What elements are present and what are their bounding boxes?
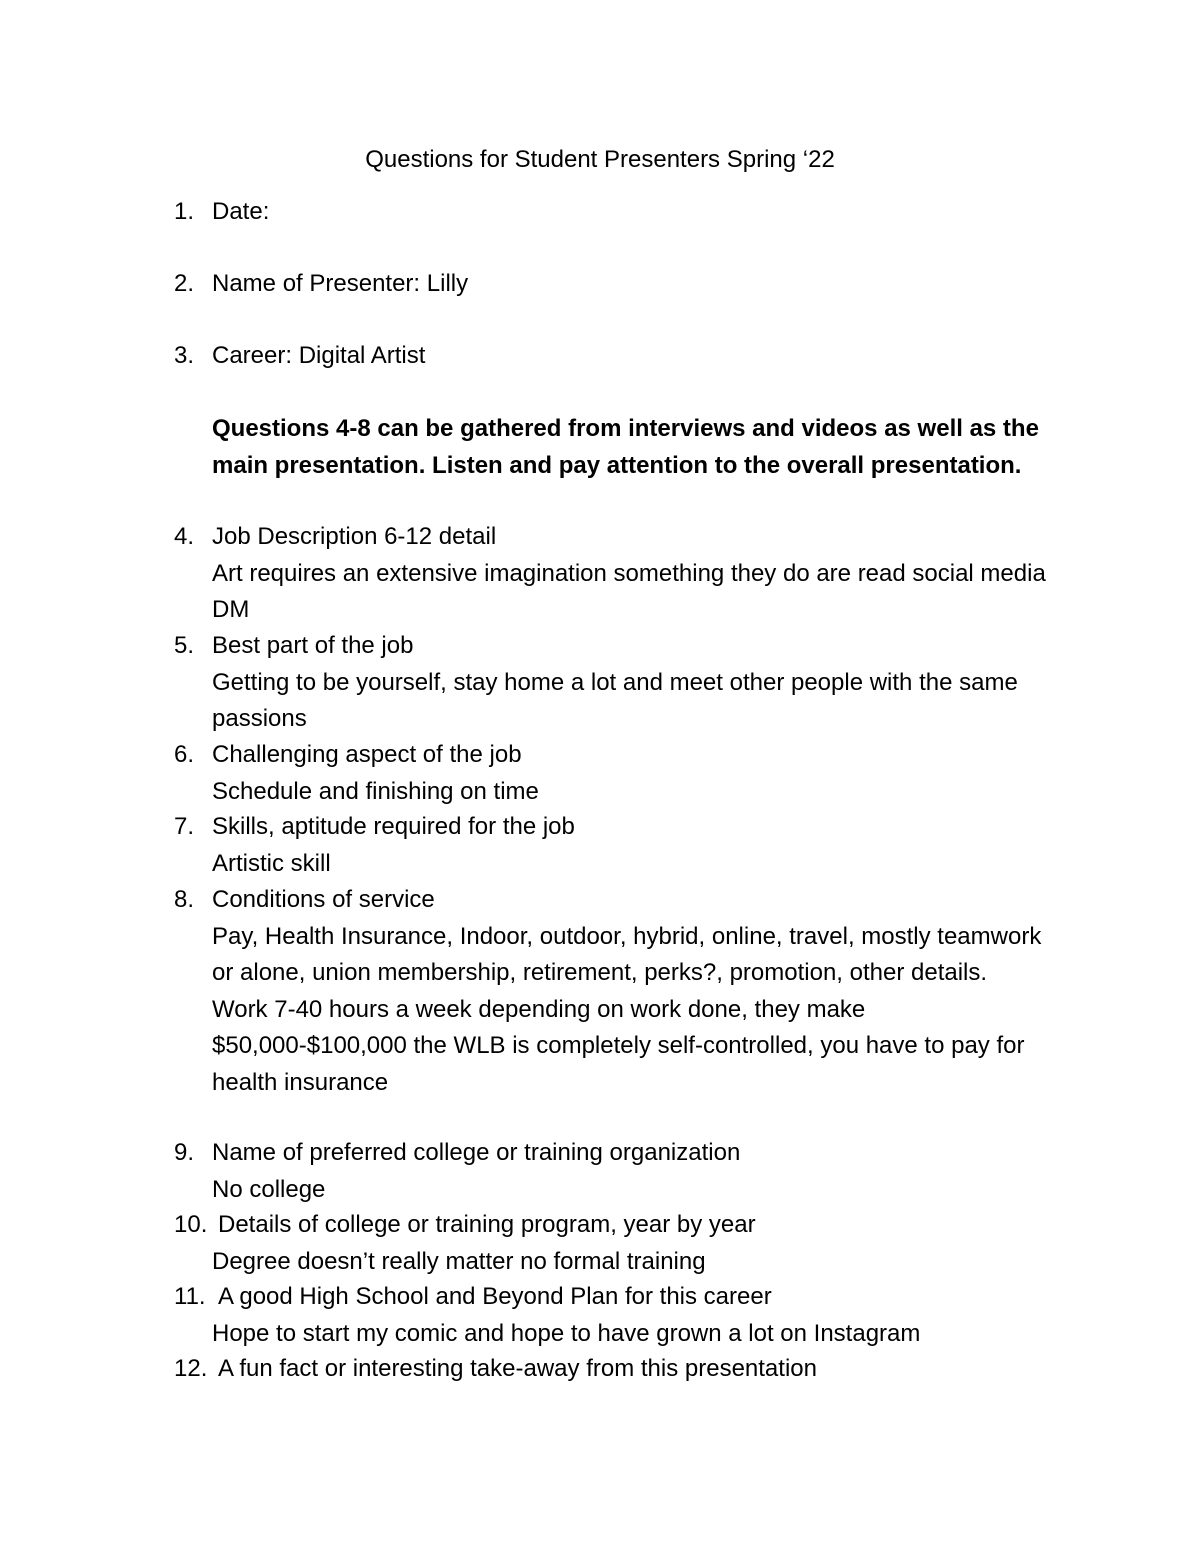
item-question: Career: Digital Artist: [212, 342, 426, 369]
item-question: A good High School and Beyond Plan for this career: [218, 1283, 772, 1310]
list-item: [174, 1351, 1054, 1388]
item-number: 10.: [174, 1211, 208, 1238]
list-item: [174, 1135, 1054, 1208]
list-item: [174, 809, 1054, 882]
list-item: [174, 882, 1054, 1101]
item-number: 12.: [174, 1355, 208, 1382]
item-answer: Hope to start my comic and hope to have grown a lot on Instagram: [212, 1319, 921, 1347]
item-question: A fun fact or interesting take-away from this presentation: [218, 1355, 817, 1382]
list-item: [174, 628, 1054, 738]
item-question: Name of Presenter: Lilly: [212, 270, 469, 297]
item-number: 6.: [174, 741, 195, 768]
item-number: 9.: [174, 1139, 195, 1166]
item-answer: Artistic skill: [212, 849, 331, 877]
item-number: 11.: [174, 1283, 206, 1310]
item-answer: No college: [212, 1175, 326, 1203]
item-answer: Pay, Health Insurance, Indoor, outdoor, hybrid, online, travel, mostly teamwork or alone, union membership, retirement, perks?, promotion, other details.: [212, 922, 1042, 986]
item-answer: Degree doesn’t really matter no formal training: [212, 1247, 706, 1275]
instructions-note: Questions 4-8 can be gathered from interviews and videos as well as the main presentation. Listen and pay attention to the overall presentation.: [212, 415, 1039, 479]
item-question: Best part of the job: [212, 632, 414, 659]
item-number: 5.: [174, 632, 195, 659]
item-number: 8.: [174, 886, 195, 913]
item-number: 4.: [174, 523, 195, 550]
item-question: Challenging aspect of the job: [212, 741, 522, 768]
item-answer: Getting to be yourself, stay home a lot and meet other people with the same passions: [212, 668, 1018, 732]
list-item: [174, 338, 1054, 375]
document-title: Questions for Student Presenters Spring ‘22: [365, 146, 835, 173]
list-item: [174, 1207, 1054, 1280]
item-answer-detail: Work 7-40 hours a week depending on work done, they make $50,000-$100,000 the WLB is completely self-controlled, you have to pay for health insurance: [212, 995, 1025, 1096]
item-question: Date:: [212, 198, 270, 225]
item-question: Details of college or training program, year by year: [218, 1211, 756, 1238]
list-item: [174, 266, 1054, 303]
item-number: 7.: [174, 813, 195, 840]
list-item: [174, 194, 1054, 231]
item-question: Name of preferred college or training organization: [212, 1139, 741, 1166]
item-answer: Art requires an extensive imagination something they do are read social media DM: [212, 559, 1046, 623]
item-number: 3.: [174, 342, 195, 369]
list-item: [174, 1279, 1054, 1352]
list-item: [174, 519, 1054, 629]
item-number: 2.: [174, 270, 195, 297]
item-number: 1.: [174, 198, 195, 225]
item-question: Conditions of service: [212, 886, 435, 913]
item-question: Job Description 6-12 detail: [212, 523, 497, 550]
item-answer: Schedule and finishing on time: [212, 777, 539, 805]
list-item: [174, 737, 1054, 810]
item-question: Skills, aptitude required for the job: [212, 813, 575, 840]
